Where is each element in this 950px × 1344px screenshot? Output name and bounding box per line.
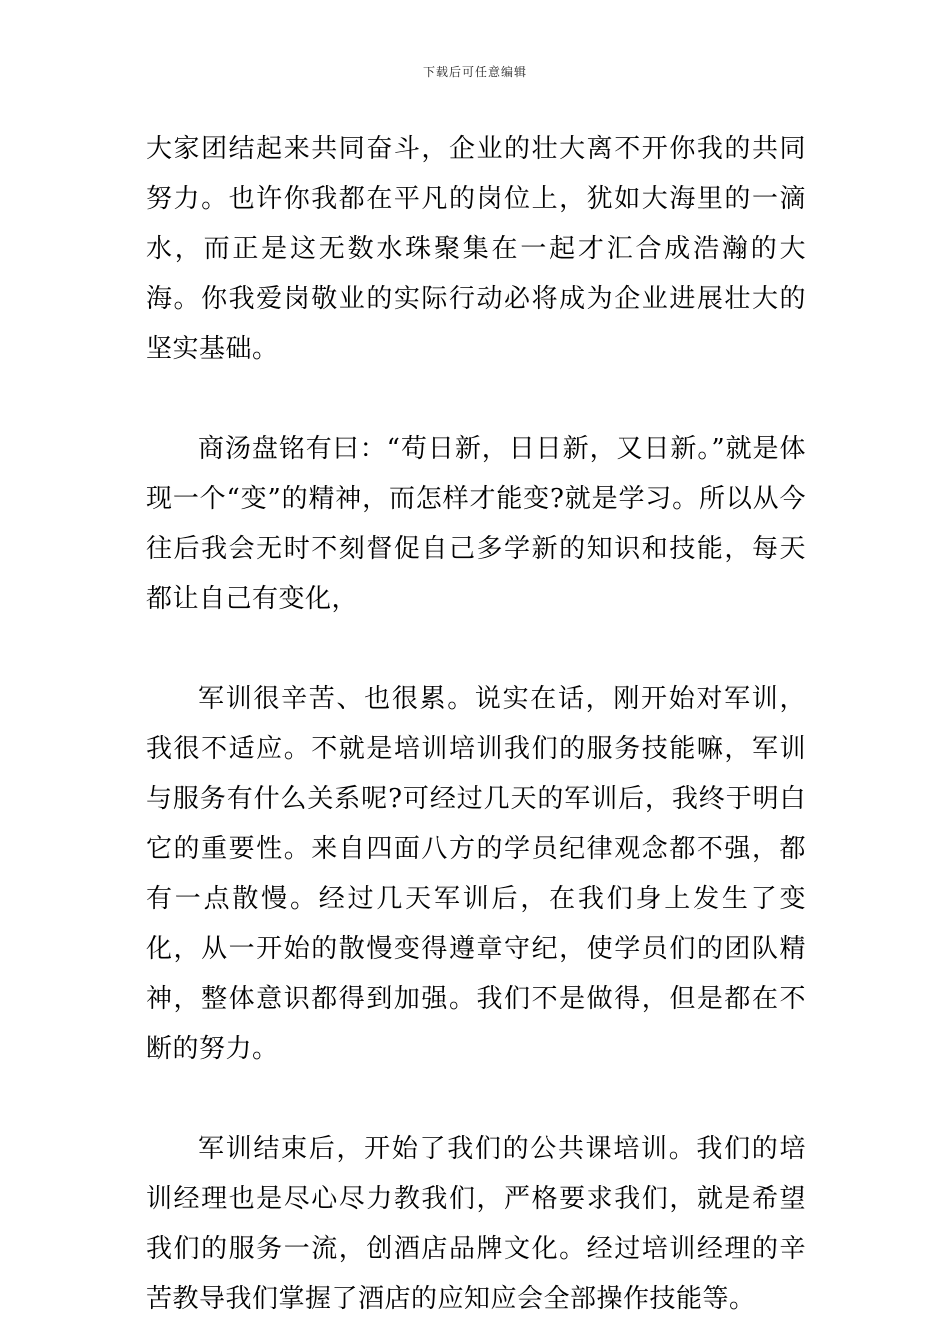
paragraph-1: 大家团结起来共同奋斗，企业的壮大离不开你我的共同努力。也许你我都在平凡的岗位上，犹如大海里的一滴水，而正是这无数水珠聚集在一起才汇合成浩瀚的大海。你我爱岗敬业的实际行动必将成为企业进展壮大的坚实基础。 xyxy=(146,134,806,364)
header-note: 下载后可任意编辑 xyxy=(422,65,527,79)
document-body xyxy=(146,124,806,1324)
paragraph-4: 军训结束后，开始了我们的公共课培训。我们的培训经理也是尽心尽力教我们，严格要求我们，就是希望我们的服务一流，创酒店品牌文化。经过培训经理的辛苦教导我们掌握了酒店的应知应会全部操作技能等。 xyxy=(146,1134,806,1314)
paragraph-2: 商汤盘铭有曰：“苟日新，日日新，又日新。”就是体现一个“变”的精神，而怎样才能变?就是学习。所以从今往后我会无时不刻督促自己多学新的知识和技能，每天都让自己有变化， xyxy=(146,434,806,614)
paragraph-3: 军训很辛苦、也很累。说实在话，刚开始对军训，我很不适应。不就是培训培训我们的服务技能嘛，军训与服务有什么关系呢?可经过几天的军训后，我终于明白它的重要性。来自四面八方的学员纪律观念都不强，都有一点散慢。经过几天军训后，在我们身上发生了变化，从一开始的散慢变得遵章守纪，使学员们的团队精神，整体意识都得到加强。我们不是做得，但是都在不断的努力。 xyxy=(146,684,806,1064)
